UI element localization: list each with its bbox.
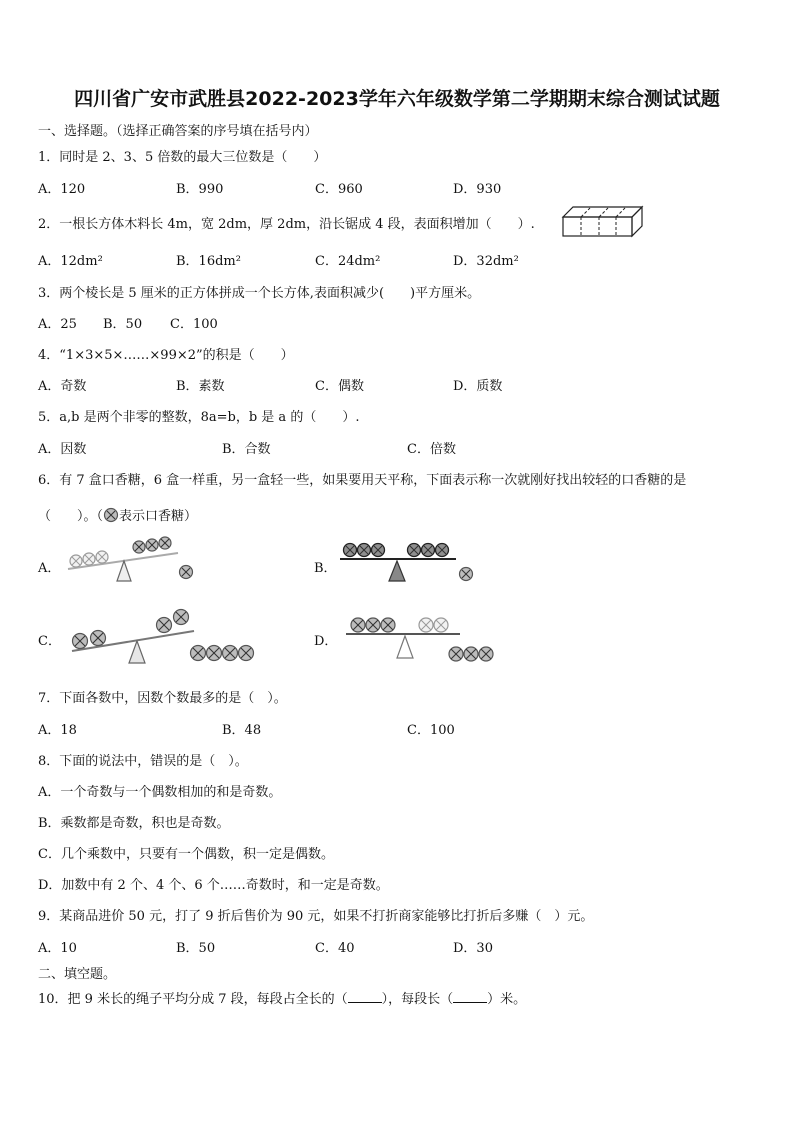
q9-option-a: A．10: [38, 941, 77, 956]
section-heading-choice: 一、选择题。（选择正确答案的序号填在括号内）: [38, 124, 318, 139]
q4-option-c: C．偶数: [315, 379, 364, 394]
q8-option-a: A．一个奇数与一个偶数相加的和是奇数。: [38, 785, 282, 800]
q6-option-b: B．: [314, 561, 337, 576]
q5-option-c: C．倍数: [407, 442, 456, 457]
question-6-legend: 表示口香糖）: [119, 509, 198, 524]
q8-option-d: D．加数中有 2 个、4 个、6 个……奇数时，和一定是奇数。: [38, 878, 389, 893]
section-heading-fill: 二、填空题。: [38, 967, 117, 982]
q1-option-c: C．960: [315, 182, 363, 197]
question-6-continued: [38, 505, 197, 524]
q3-option-c: C．100: [170, 317, 218, 332]
q9-option-c: C．40: [315, 941, 355, 956]
q2-option-d: D．32dm²: [453, 254, 519, 269]
balance-d-figure: [346, 612, 502, 666]
q8-option-b: B．乘数都是奇数，积也是奇数。: [38, 816, 230, 831]
question-7: 7．下面各数中，因数个数最多的是（ ）。: [38, 691, 287, 706]
page-title: 四川省广安市武胜县2022-2023学年六年级数学第二学期期末综合测试试题: [74, 88, 720, 110]
q9-option-d: D．30: [453, 941, 493, 956]
question-9: 9．某商品进价 50 元，打了 9 折后售价为 90 元，如果不打折商家能够比打折后多赚（ ）元。: [38, 909, 594, 924]
q10-part1: 10．把 9 米长的绳子平均分成 7 段，每段占全长的（: [38, 992, 348, 1007]
question-8: 8．下面的说法中，错误的是（ ）。: [38, 754, 248, 769]
question-10: [38, 988, 526, 1007]
q5-option-a: A．因数: [38, 442, 87, 457]
q7-option-c: C．100: [407, 723, 455, 738]
q3-option-a: A．25: [38, 317, 77, 332]
balance-b-figure: [340, 540, 480, 586]
q10-part3: ）米。: [487, 992, 527, 1007]
balance-c-figure: [70, 605, 250, 667]
balance-a-figure: [66, 533, 206, 585]
q10-blank-1[interactable]: [348, 990, 382, 1003]
question-6: 6．有 7 盒口香糖，6 盒一样重，另一盒轻一些，如果要用天平称，下面表示称一次就刚好找出较轻的口香糖的是: [38, 473, 687, 488]
q10-blank-2[interactable]: [453, 990, 487, 1003]
q1-option-a: A．120: [38, 182, 86, 197]
q4-option-a: A．奇数: [38, 379, 87, 394]
q6-option-c: C．: [38, 634, 61, 649]
question-2: 2．一根长方体木料长 4m，宽 2dm，厚 2dm，沿长锯成 4 段，表面积增加（ ）.: [38, 217, 535, 232]
question-1: 1．同时是 2、3、5 倍数的最大三位数是（ ）: [38, 150, 327, 165]
q10-part2: ），每段长（: [381, 992, 454, 1007]
q2-option-b: B．16dm²: [176, 254, 241, 269]
q3-option-b: B．50: [103, 317, 143, 332]
q4-option-d: D．质数: [453, 379, 503, 394]
question-5: 5．a,b 是两个非零的整数，8a=b，b 是 a 的（ ）.: [38, 410, 360, 425]
wood-block-figure: [562, 206, 644, 238]
question-4: 4．“1×3×5×……×99×2”的积是（ ）: [38, 348, 294, 363]
q2-option-a: A．12dm²: [38, 254, 103, 269]
q8-option-c: C．几个乘数中，只要有一个偶数，积一定是偶数。: [38, 847, 334, 862]
q6-option-a: A．: [38, 561, 61, 576]
gum-legend-icon: [103, 507, 119, 523]
q1-option-b: B．990: [176, 182, 224, 197]
question-3: 3．两个棱长是 5 厘米的正方体拼成一个长方体,表面积减少( )平方厘米。: [38, 286, 481, 301]
q2-option-c: C．24dm²: [315, 254, 381, 269]
q1-option-d: D．930: [453, 182, 502, 197]
question-6-paren: （ ）。（: [38, 509, 104, 524]
q7-option-b: B．48: [222, 723, 262, 738]
q4-option-b: B．素数: [176, 379, 225, 394]
q7-option-a: A．18: [38, 723, 77, 738]
q6-option-d: D．: [314, 634, 338, 649]
q9-option-b: B．50: [176, 941, 216, 956]
q5-option-b: B．合数: [222, 442, 271, 457]
